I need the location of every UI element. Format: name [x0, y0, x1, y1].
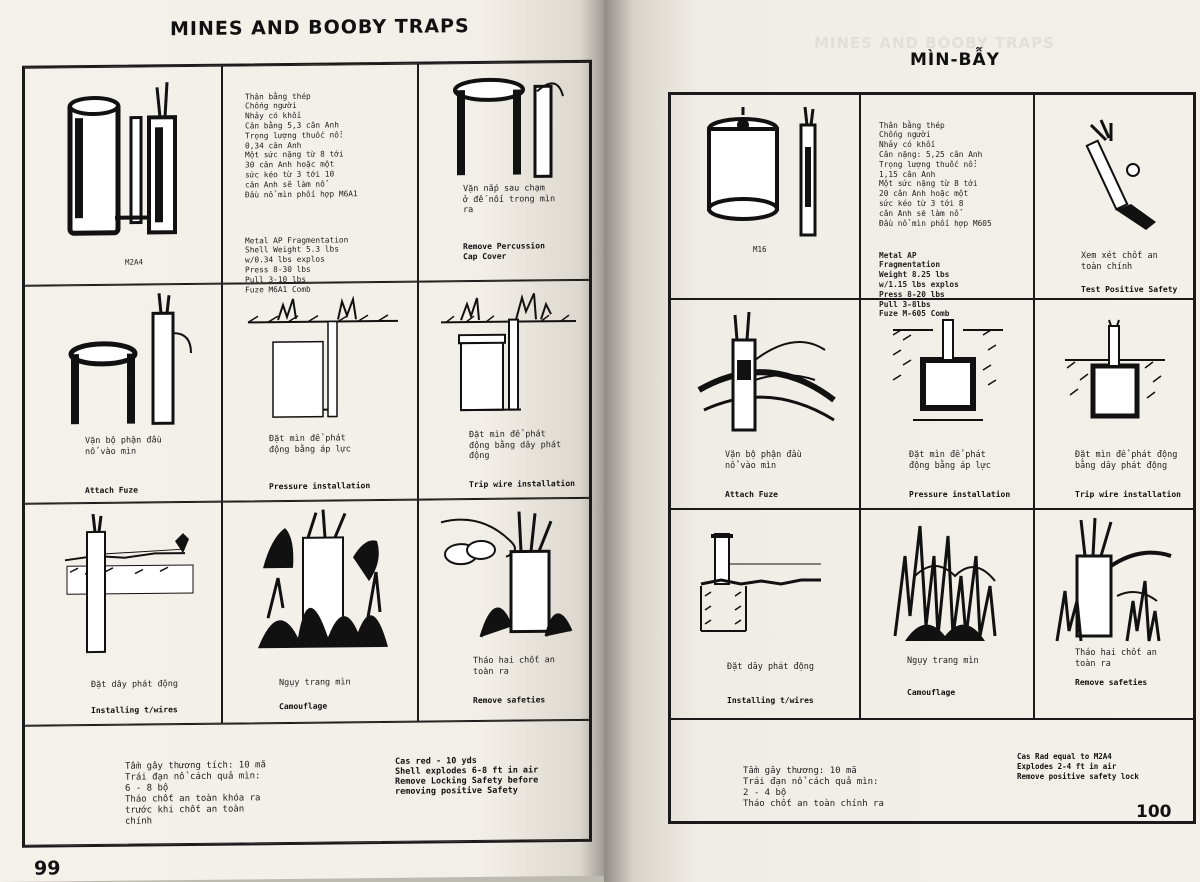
step-vn-text: Đặt mìn để phát động bằng dây phát động — [1075, 450, 1178, 471]
remove-safeties-illustration — [441, 501, 576, 637]
pressure-installation-illustration — [248, 291, 398, 428]
step-cell-test-safety — [1034, 94, 1194, 299]
mine-specs-english: Metal AP Fragmentation Shell Weight 5.3 lbs w/0.34 lbs explos Press 8-30 lbs Pull 3-10 lbs Fuze M6A1 Comb — [245, 234, 349, 295]
step-cell-remove-safeties — [1034, 509, 1194, 719]
step-en-caption: Attach Fuze — [85, 485, 138, 496]
mine-specs-vietnamese: Thân bằng thép Chống người Nhảy có khối Cân nặng: 5,25 cân Anh Trọng lượng thuốc nổ: 1,15 cân Anh Một sức nặng từ 8 tới 20 cân Anh hoặc một sức kéo từ 3 tới 8 cân Anh sẽ làm nổ Đầu nổ mìn phối hợp M605 — [879, 120, 992, 228]
installing-wires-illustration — [701, 524, 831, 634]
attach-fuze-illustration — [63, 293, 193, 429]
step-cell-attach-fuze — [670, 299, 860, 509]
step-vn-text: Vặn bộ phận đầu nổ vào mìn — [85, 435, 162, 457]
step-en-caption: Pressure installation — [269, 481, 371, 492]
attach-fuze-illustration — [699, 310, 839, 440]
trip-wire-installation-illustration — [1065, 320, 1165, 425]
test-safety-illustration — [1071, 115, 1171, 235]
summary-english: Cas red - 10 yds Shell explodes 6-8 ft in air Remove Locking Safety before removing positive Safety — [395, 756, 539, 797]
summary-vietnamese: Tầm gây thương tích: 10 mã Trái đạn nổ cách quả mìn: 6 - 8 bộ Tháo chốt an toàn khóa ra trước khi chốt an toàn chính — [125, 760, 266, 827]
mine-specs-vietnamese: Thân bằng thép Chống người Nhảy có khối Cân bằng 5,3 cân Anh Trọng lượng thuốc nổ: 0,34 cân Anh Một sức nặng từ 8 tới 30 cân Anh hoặc một sức kéo từ 3 tới 10 cân Anh sẽ làm nổ Đầu nổ mìn phối hợp M6A1 — [245, 91, 358, 199]
step-cell-attach-fuze — [24, 284, 222, 504]
summary-cell — [670, 719, 1194, 822]
step-vn-text: Đặt mìn để phát động bằng áp lực — [909, 450, 991, 471]
mine-specs-english: Metal AP Fragmentation Weight 8.25 lbs w/1.15 lbs explos Press 8-20 lbs Pull 3-8lbs Fuze M-605 Comb — [879, 250, 959, 319]
step-cell-installing-wires — [24, 502, 222, 726]
step-cell-remove-safeties — [418, 498, 590, 722]
step-en-caption: Installing t/wires — [727, 696, 814, 705]
step-en-caption: Remove Percussion Cap Cover — [463, 241, 545, 261]
page-number: 99 — [34, 857, 61, 880]
page-number: 100 — [1136, 802, 1172, 822]
step-vn-text: Đặt mìn để phát động bằng dây phát động — [469, 429, 562, 462]
step-cell-trip-wire — [418, 280, 590, 500]
step-en-caption: Pressure installation — [909, 490, 1011, 499]
pressure-installation-illustration — [893, 320, 1003, 425]
mine-specs-cell — [860, 94, 1034, 319]
mine-illustration-cell — [670, 94, 860, 299]
step-en-caption: Attach Fuze — [725, 490, 778, 499]
step-en-caption: Installing t/wires — [91, 705, 178, 716]
step-vn-text: Đặt mìn để phát động bằng áp lực — [269, 433, 351, 455]
step-cell-camouflage — [860, 509, 1034, 719]
mine-label: M2A4 — [125, 257, 144, 267]
trip-wire-installation-illustration — [441, 289, 576, 420]
mine-label: M16 — [753, 245, 767, 254]
step-vn-text: Đặt dây phát động — [91, 679, 178, 691]
m16-mine-illustration — [703, 107, 838, 237]
step-cell-trip-wire — [1034, 299, 1194, 509]
step-vn-text: Đặt dây phát động — [727, 662, 814, 672]
mine-illustration-cell — [24, 66, 222, 286]
camouflage-illustration — [885, 516, 1010, 641]
step-en-caption: Camouflage — [279, 701, 328, 712]
right-page — [604, 0, 1200, 882]
step-vn-text: Vặn bộ phận đầu nổ vào mìn — [725, 450, 802, 471]
step-cell-pressure — [222, 282, 418, 502]
step-cell-remove-cap — [418, 62, 590, 282]
remove-safeties-illustration — [1057, 516, 1177, 646]
step-vn-text: Tháo hai chốt an toàn ra — [473, 655, 555, 677]
step-cell-installing-wires — [670, 509, 860, 719]
step-vn-text: Ngụy trang mìn — [279, 677, 351, 689]
camouflage-illustration — [253, 507, 393, 648]
page-title: MÌN-BẪY — [910, 50, 1000, 70]
instruction-grid — [22, 60, 592, 848]
page-title: MINES AND BOOBY TRAPS — [170, 15, 470, 41]
show-through-text: MINES AND BOOBY TRAPS — [814, 34, 1055, 52]
summary-cell — [24, 720, 590, 846]
step-en-caption: Remove safeties — [473, 695, 546, 706]
step-en-caption: Test Positive Safety — [1081, 285, 1178, 294]
mine-specs-cell — [222, 64, 418, 295]
step-vn-text: Vặn nắp sau chạm ở đế nối trong mìn ra — [463, 183, 556, 216]
installing-wires-illustration — [65, 511, 195, 652]
instruction-grid — [668, 92, 1196, 824]
summary-vietnamese: Tầm gây thương: 10 mã Trái đạn nổ cách quả mìn: 2 - 4 bộ Tháo chốt an toàn chính ra — [743, 766, 884, 809]
m2a4-mine-illustration — [65, 77, 190, 243]
step-en-caption: Camouflage — [907, 688, 956, 697]
step-vn-text: Tháo hai chốt an toàn ra — [1075, 648, 1157, 669]
remove-cap-illustration — [449, 71, 564, 182]
step-cell-camouflage — [222, 500, 418, 724]
step-en-caption: Trip wire installation — [1075, 490, 1181, 499]
step-cell-pressure — [860, 299, 1034, 509]
step-en-caption: Remove safeties — [1075, 678, 1148, 687]
step-vn-text: Ngụy trang mìn — [907, 656, 979, 666]
step-en-caption: Trip wire installation — [469, 478, 575, 490]
summary-english: Cas Rad equal to M2A4 Explodes 2-4 ft in air Remove positive safety lock — [1017, 752, 1139, 781]
step-vn-text: Xem xét chốt an toàn chính — [1081, 251, 1158, 272]
